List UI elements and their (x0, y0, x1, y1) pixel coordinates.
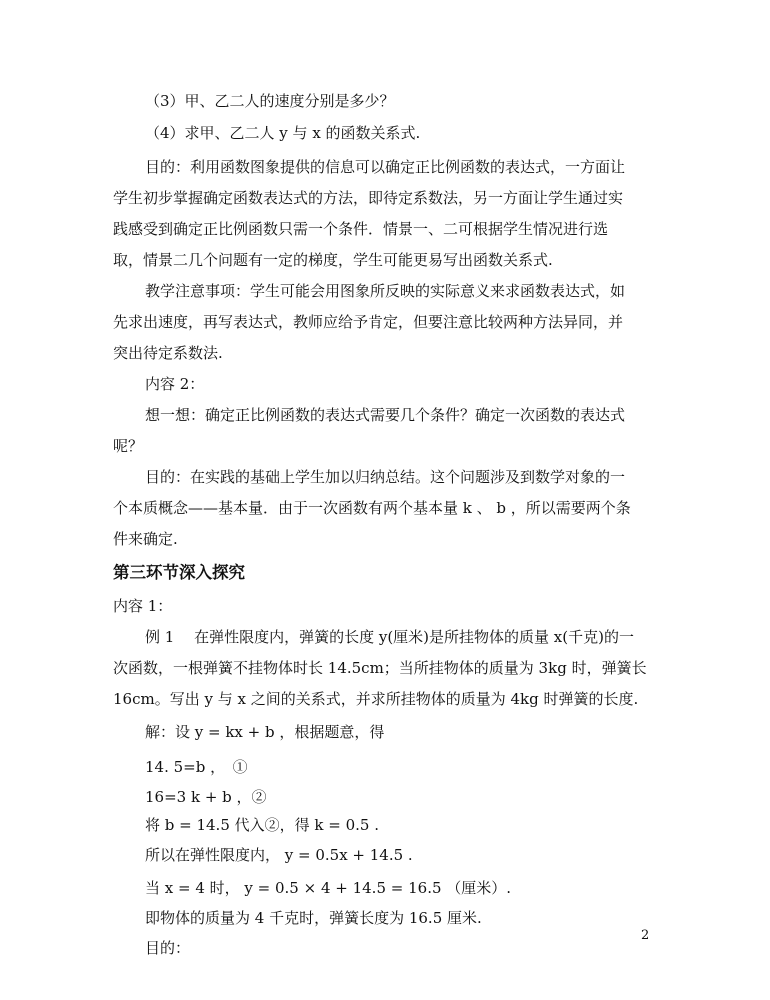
solution-line: 即物体的质量为 4 千克时，弹簧长度为 16.5 厘米. (145, 909, 482, 927)
paragraph-line: 件来确定. (113, 530, 178, 548)
paragraph-line: 个本质概念——基本量．由于一次函数有两个基本量 k 、 b ，所以需要两个条 (113, 499, 631, 517)
paragraph-line: 目的：利用函数图象提供的信息可以确定正比例函数的表达式，一方面让 (145, 158, 626, 176)
page-number: 2 (641, 928, 650, 943)
content-label: 内容 2： (145, 375, 205, 393)
solution-line: 解：设 y = kx + b ，根据题意，得 (145, 723, 385, 741)
paragraph-line: 突出待定系数法. (113, 344, 223, 362)
question-4: （4）求甲、乙二人 y 与 x 的函数关系式. (145, 124, 421, 142)
paragraph-line: 呢？ (113, 437, 144, 455)
equation-2: 16=3 k + b ，② (145, 788, 267, 806)
section-heading: 第三环节深入探究 (113, 563, 245, 582)
example-line: 次函数，一根弹簧不挂物体时长 14.5cm；当所挂物体的质量为 3kg 时，弹簧长 (113, 659, 647, 677)
example-line: 例 1 在弹性限度内，弹簧的长度 y(厘米)是所挂物体的质量 x(千克)的一 (145, 628, 634, 646)
solution-line: 当 x = 4 时， y = 0.5 × 4 + 14.5 = 16.5 （厘米）. (145, 879, 512, 897)
solution-line: 将 b = 14.5 代入②，得 k = 0.5 . (145, 816, 379, 834)
paragraph-line: 取，情景二几个问题有一定的梯度，学生可能更易写出函数关系式. (113, 251, 553, 269)
paragraph-line: 先求出速度，再写表达式，教师应给予肯定，但要注意比较两种方法异同，并 (113, 313, 624, 331)
solution-line: 所以在弹性限度内， y = 0.5x + 14.5 . (145, 846, 413, 864)
equation-1: 14. 5=b ， ① (145, 758, 248, 776)
paragraph-line: 践感受到确定正比例函数只需一个条件．情景一、二可根据学生情况进行选 (113, 220, 609, 238)
purpose-label: 目的： (145, 939, 191, 957)
content-label: 内容 1： (113, 597, 173, 615)
example-line: 16cm。写出 y 与 x 之间的关系式，并求所挂物体的质量为 4kg 时弹簧的长度. (113, 690, 639, 708)
paragraph-line: 学生初步掌握确定函数表达式的方法，即待定系数法，另一方面让学生通过实 (113, 189, 624, 207)
question-3: （3）甲、乙二人的速度分别是多少？ (145, 92, 395, 110)
paragraph-line: 目的：在实践的基础上学生加以归纳总结。这个问题涉及到数学对象的一 (145, 468, 626, 486)
paragraph-line: 教学注意事项：学生可能会用图象所反映的实际意义来求函数表达式，如 (145, 282, 626, 300)
paragraph-line: 想一想：确定正比例函数的表达式需要几个条件？确定一次函数的表达式 (145, 406, 626, 424)
